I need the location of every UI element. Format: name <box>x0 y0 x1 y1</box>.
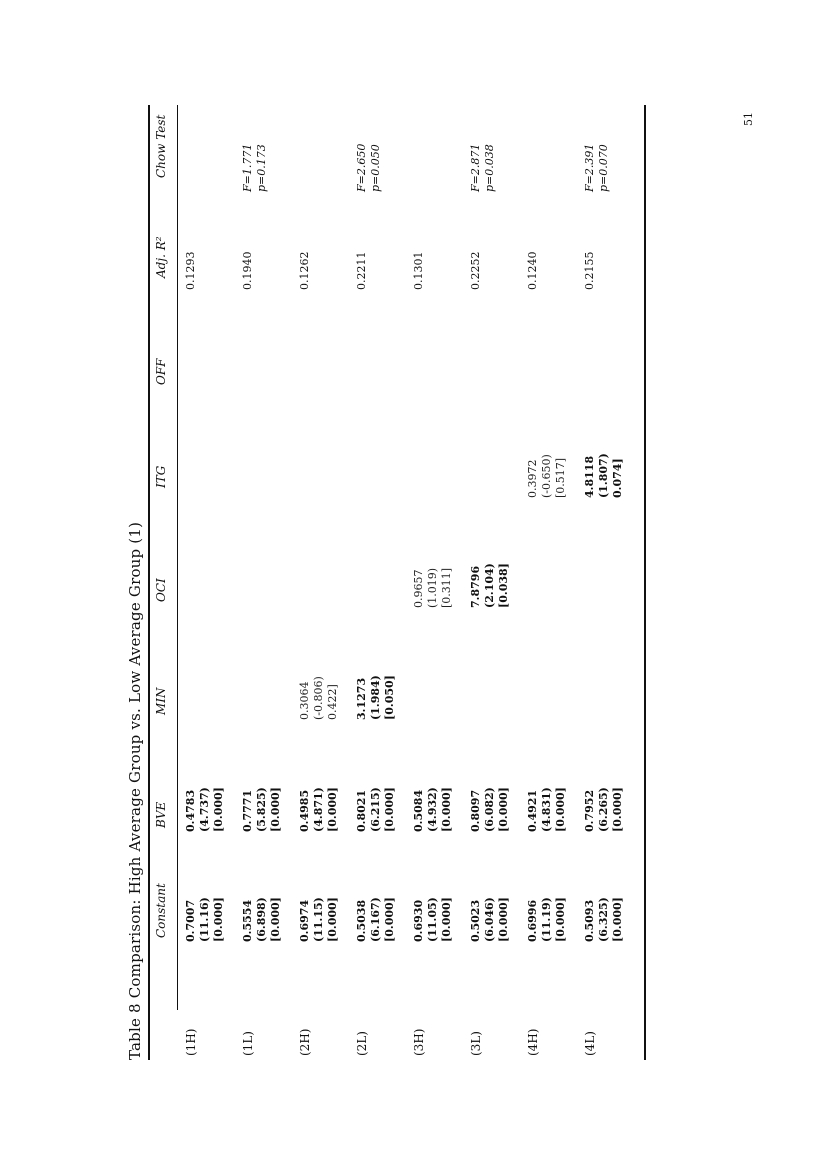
chow-line: F=2.650 <box>355 143 368 192</box>
cell-line: (6.215) <box>369 787 382 832</box>
cell-line: [0.000] <box>383 897 396 942</box>
cell-line: 0.9657 <box>412 569 425 608</box>
cell-bve <box>412 787 454 832</box>
cell-bve <box>583 787 625 832</box>
row-label: (1H) <box>184 1028 198 1056</box>
chow-line: p=0.038 <box>483 144 496 192</box>
cell-line: (-0.650) <box>540 454 553 498</box>
row-label: (4L) <box>583 1031 597 1056</box>
col-header-min: MIN <box>154 687 168 715</box>
cell-line: 0.3972 <box>526 459 539 498</box>
row-label: (4H) <box>526 1028 540 1056</box>
cell-line: [0.000] <box>212 897 225 942</box>
cell-line: (4.831) <box>540 787 553 832</box>
cell-line: (11.16) <box>198 897 211 942</box>
cell-line: (11.05) <box>426 897 439 942</box>
cell-line: 0.8021 <box>355 789 368 832</box>
col-header-adj-r2: Adj. R² <box>154 236 168 278</box>
cell-line: 0.5554 <box>241 899 254 942</box>
col-header-constant: Constant <box>154 883 168 938</box>
cell-line: [0.000] <box>326 897 339 942</box>
cell-min <box>298 676 340 720</box>
cell-line: 0.8097 <box>469 789 482 832</box>
chow-line: F=2.871 <box>469 143 482 192</box>
col-header-off: OFF <box>154 358 168 385</box>
col-header-bve: BVE <box>154 801 168 828</box>
cell-constant <box>583 897 625 942</box>
cell-line: [0.000] <box>611 787 624 832</box>
col-header-itg: ITG <box>154 465 168 488</box>
chow-line: p=0.070 <box>597 144 610 192</box>
cell-adj-r2: 0.2211 <box>355 251 368 290</box>
cell-adj-r2: 0.1262 <box>298 251 311 290</box>
cell-line: 0.6996 <box>526 899 539 942</box>
cell-line: (6.898) <box>255 897 268 942</box>
cell-line: 4.8118 <box>583 455 596 498</box>
cell-line: [0.000] <box>269 787 282 832</box>
cell-line: (11.15) <box>312 897 325 942</box>
cell-line: 0.5084 <box>412 789 425 832</box>
cell-line: (-0.806) <box>312 676 325 720</box>
cell-line: (6.167) <box>369 897 382 942</box>
cell-chow-test <box>241 144 269 192</box>
chow-line: p=0.173 <box>255 144 268 192</box>
cell-adj-r2: 0.2155 <box>583 251 596 290</box>
cell-itg <box>583 453 625 498</box>
cell-line: [0.000] <box>497 787 510 832</box>
col-header-chow-test: Chow Test <box>154 114 168 178</box>
cell-bve <box>355 787 397 832</box>
row-label: (2L) <box>355 1031 369 1056</box>
cell-line: (4.737) <box>198 787 211 832</box>
page-number: 51 <box>742 112 755 126</box>
cell-line: 0.3064 <box>298 681 311 720</box>
cell-line: [0.000] <box>497 897 510 942</box>
col-header-oci: OCI <box>154 578 168 602</box>
cell-line: [0.517] <box>554 457 567 498</box>
cell-line: (6.325) <box>597 897 610 942</box>
cell-min <box>355 675 397 720</box>
cell-line: (2.104) <box>483 563 496 608</box>
cell-chow-test <box>355 144 383 192</box>
cell-chow-test <box>469 144 497 192</box>
cell-line: [0.000] <box>326 787 339 832</box>
cell-oci <box>469 563 511 608</box>
cell-line: [0.000] <box>269 897 282 942</box>
cell-adj-r2: 0.1240 <box>526 251 539 290</box>
cell-line: 0.6930 <box>412 899 425 942</box>
row-label: (2H) <box>298 1028 312 1056</box>
cell-constant <box>469 897 511 942</box>
table-caption: Table 8 Comparison: High Average Group vs. Low Average Group (1) <box>126 521 144 1060</box>
cell-line: 0.7007 <box>184 899 197 942</box>
bottom-rule <box>644 105 646 1060</box>
cell-line: [0.311] <box>440 567 453 608</box>
cell-constant <box>412 897 454 942</box>
cell-line: (6.082) <box>483 787 496 832</box>
cell-line: [0.000] <box>611 897 624 942</box>
cell-line: 0.074] <box>611 458 624 498</box>
cell-line: [0.038] <box>497 563 510 608</box>
cell-line: (5.825) <box>255 787 268 832</box>
cell-bve <box>526 787 568 832</box>
rotated-table-page <box>126 105 626 1060</box>
cell-chow-test <box>583 144 611 192</box>
cell-line: (1.984) <box>369 675 382 720</box>
cell-adj-r2: 0.1940 <box>241 251 254 290</box>
cell-line: [0.050] <box>383 675 396 720</box>
cell-constant <box>184 897 226 942</box>
cell-line: 3.1273 <box>355 677 368 720</box>
chow-line: F=2.391 <box>583 143 596 192</box>
cell-line: 0.4783 <box>184 789 197 832</box>
chow-line: p=0.050 <box>369 144 382 192</box>
cell-line: 0.5093 <box>583 899 596 942</box>
cell-oci <box>412 568 454 608</box>
row-label: (3H) <box>412 1028 426 1056</box>
cell-line: (11.19) <box>540 897 553 942</box>
cell-constant <box>241 897 283 942</box>
cell-line: (6.265) <box>597 787 610 832</box>
cell-line: 0.7771 <box>241 789 254 832</box>
cell-constant <box>298 897 340 942</box>
cell-bve <box>184 787 226 832</box>
chow-line: F=1.771 <box>241 143 254 192</box>
cell-bve <box>241 787 283 832</box>
cell-itg <box>526 454 568 498</box>
cell-line: 0.5038 <box>355 899 368 942</box>
cell-constant <box>355 897 397 942</box>
cell-adj-r2: 0.1293 <box>184 251 197 290</box>
cell-line: 0.4921 <box>526 789 539 832</box>
cell-line: 7.8796 <box>469 565 482 608</box>
cell-line: (1.019) <box>426 567 439 608</box>
cell-line: [0.000] <box>440 897 453 942</box>
cell-line: 0.6974 <box>298 899 311 942</box>
cell-bve <box>298 787 340 832</box>
cell-line: (4.932) <box>426 787 439 832</box>
header-rule <box>177 105 178 1010</box>
row-label: (1L) <box>241 1031 255 1056</box>
cell-line: 0.5023 <box>469 899 482 942</box>
cell-line: 0.4985 <box>298 789 311 832</box>
cell-line: [0.000] <box>440 787 453 832</box>
cell-line: [0.000] <box>212 787 225 832</box>
cell-line: (4.871) <box>312 787 325 832</box>
cell-line: 0.7952 <box>583 789 596 832</box>
cell-line: 0.422] <box>326 684 339 720</box>
top-rule <box>148 105 150 1060</box>
cell-line: (1.807) <box>597 453 610 498</box>
cell-adj-r2: 0.1301 <box>412 251 425 290</box>
cell-line: (6.046) <box>483 897 496 942</box>
row-label: (3L) <box>469 1031 483 1056</box>
cell-line: [0.000] <box>554 897 567 942</box>
cell-bve <box>469 787 511 832</box>
cell-line: [0.000] <box>554 787 567 832</box>
cell-constant <box>526 897 568 942</box>
cell-adj-r2: 0.2252 <box>469 251 482 290</box>
cell-line: [0.000] <box>383 787 396 832</box>
